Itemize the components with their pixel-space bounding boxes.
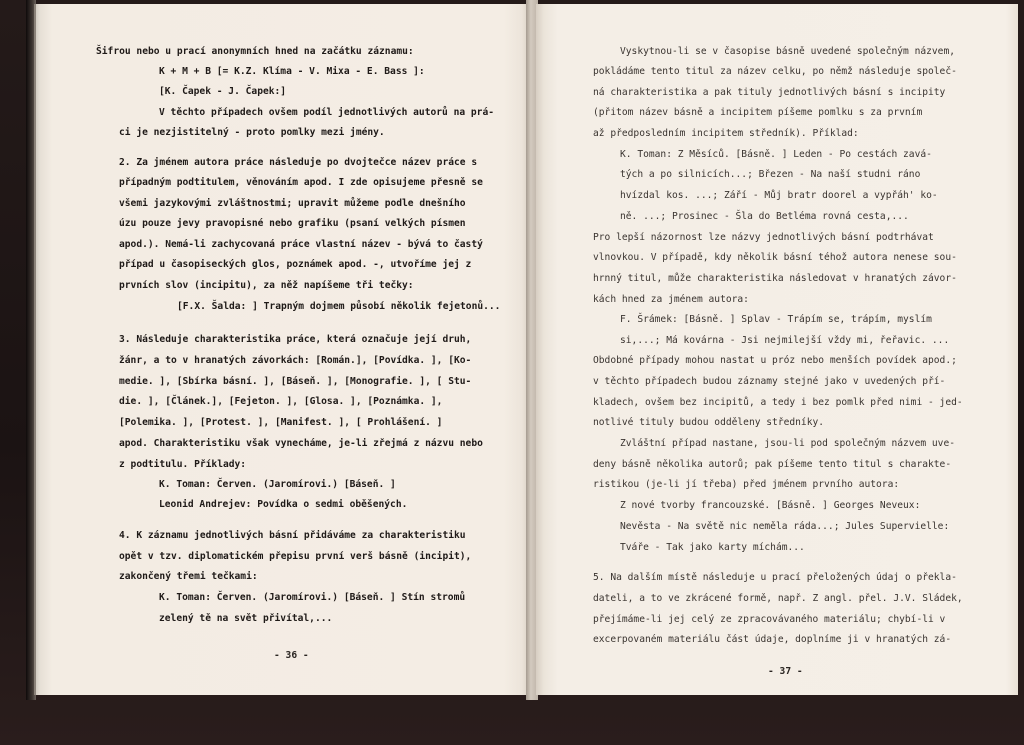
left-line: V těchto případech ovšem podíl jednotlivých autorů na prá- (159, 107, 495, 118)
right-line: deny básně několika autorů; pak píšeme tento titul s charakte- (593, 459, 952, 470)
right-line: přejímáme-li jej celý ze zpracovávaného materiálu; chybí-li v (593, 614, 946, 625)
left-line: medie. ], [Sbírka básní. ], [Báseň. ], [Monografie. ], [ Stu- (119, 376, 472, 387)
left-line: z podtitulu. Příklady: (119, 459, 247, 470)
right-line: K. Toman: Z Měsíců. [Básně. ] Leden - Po cestách zavá- (620, 149, 932, 160)
right-line: (přitom název básně a incipitem píšeme pomlku s za prvním (593, 107, 923, 118)
right-line: hvízdal kos. ...; Září - Můj bratr doorel a vypřáh' ko- (620, 190, 938, 201)
right-line: až předposledním incipitem středník). Příklad: (593, 128, 859, 139)
right-line: Obdobné případy mohou nastat u próz nebo menších povídek apod.; (593, 355, 957, 366)
left-line: apod.). Nemá-li zachycovaná práce vlastní název - bývá to častý (119, 239, 483, 250)
right-line: Zvláštní případ nastane, jsou-li pod společným názvem uve- (620, 438, 956, 449)
left-line: K. Toman: Červen. (Jaromírovi.) [Báseň. ] (159, 479, 396, 490)
right-line: si,...; Má kovárna - Jsi nejmilejší vždy mi, řeřavic. ... (620, 335, 950, 346)
left-line: K + M + B [= K.Z. Klíma - V. Mixa - E. Bass ]: (159, 66, 425, 77)
right-line: notlivé tituly budou odděleny středníky. (593, 417, 825, 428)
left-line: opět v tzv. diplomatickém přepisu první verš básně (incipit), (119, 551, 472, 562)
left-line: úzu pouze jevy pravopisné nebo grafiku (psaní velkých písmen (119, 218, 466, 229)
left-line: zelený tě na svět přivítal,... (159, 613, 333, 624)
right-line: hrnný titul, může charakteristika následovat v hranatých závor- (593, 273, 957, 284)
right-line: Z nové tvorby francouzské. [Básně. ] Georges Neveux: (620, 500, 921, 511)
right-line: ristikou (je-li jí třeba) před jménem prvního autora: (593, 479, 900, 490)
right-line: v těchto případech budou záznamy stejné jako v uvedených pří- (593, 376, 946, 387)
left-line: žánr, a to v hranatých závorkách: [Román.], [Povídka. ], [Ko- (119, 355, 472, 366)
right-page (536, 4, 1018, 695)
right-line: Nevěsta - Na světě nic neměla ráda...; Jules Supervielle: (620, 521, 950, 532)
right-line: pokládáme tento titul za název celku, po němž následuje společ- (593, 66, 957, 77)
page-number-left: - 36 - (274, 650, 309, 661)
right-line: excerpovaném materiálu část údaje, doplníme ji v hranatých zá- (593, 634, 952, 645)
right-line: tých a po silnicích...; Březen - Na naší studni ráno (620, 169, 921, 180)
left-line: Šifrou nebo u prací anonymních hned na začátku záznamu: (96, 46, 414, 57)
right-line: 5. Na dalším místě následuje u prací přeložených údaj o překla- (593, 572, 957, 583)
left-line: [F.X. Šalda: ] Trapným dojmem působí několik fejetonů... (177, 301, 501, 312)
left-line: apod. Charakteristiku však vynecháme, je-li zřejmá z názvu nebo (119, 438, 483, 449)
right-line: dateli, a to ve zkrácené formě, např. Z angl. přel. J.V. Sládek, (593, 593, 963, 604)
page-number-right: - 37 - (768, 666, 803, 677)
right-line: Vyskytnou-li se v časopise básně uvedené společným názvem, (620, 46, 956, 57)
right-line: Tváře - Tak jako karty míchám... (620, 542, 805, 553)
left-line: 3. Následuje charakteristika práce, která označuje její druh, (119, 334, 472, 345)
right-line: ně. ...; Prosinec - Šla do Betléma rovná cesta,... (620, 211, 909, 222)
left-line: všemi jazykovými zvláštnostmi; upravit můžeme podle dnešního (119, 198, 466, 209)
left-line: zakončený třemi tečkami: (119, 571, 258, 582)
right-line: kách hned za jménem autora: (593, 294, 749, 305)
left-line: die. ], [Článek.], [Fejeton. ], [Glosa. ], [Poznámka. ], (119, 396, 443, 407)
right-line: F. Šrámek: [Básně. ] Splav - Trápím se, trápím, myslím (620, 314, 932, 325)
left-line: 2. Za jménem autora práce následuje po dvojtečce název práce s (119, 157, 478, 168)
left-line: K. Toman: Červen. (Jaromírovi.) [Báseň. ] Stín stromů (159, 592, 466, 603)
left-line: případným podtitulem, věnováním apod. I zde opisujeme přesně se (119, 177, 483, 188)
right-line: Pro lepší názornost lze názvy jednotlivých básní podtrhávat (593, 232, 934, 243)
right-line: kladech, ovšem bez incipitů, a tedy i bez pomlk před nimi - jed- (593, 397, 963, 408)
right-line: vlnovkou. V případě, kdy několik básní téhož autora nenese sou- (593, 252, 957, 263)
left-line: Leonid Andrejev: Povídka o sedmi oběšených. (159, 499, 408, 510)
left-line: [K. Čapek - J. Čapek:] (159, 86, 287, 97)
left-line: ci je nezjistitelný - proto pomlky mezi jmény. (119, 127, 385, 138)
left-line: případ u časopiseckých glos, poznámek apod. -, utvoříme jej z (119, 259, 472, 270)
left-page (34, 4, 528, 695)
left-line: [Polemika. ], [Protest. ], [Manifest. ], [ Prohlášení. ] (119, 417, 443, 428)
left-line: prvních slov (incipitu), za něž napíšeme tři tečky: (119, 280, 414, 291)
right-line: ná charakteristika a pak tituly jednotlivých básní s incipity (593, 87, 946, 98)
left-line: 4. K záznamu jednotlivých básní přidáváme za charakteristiku (119, 530, 466, 541)
